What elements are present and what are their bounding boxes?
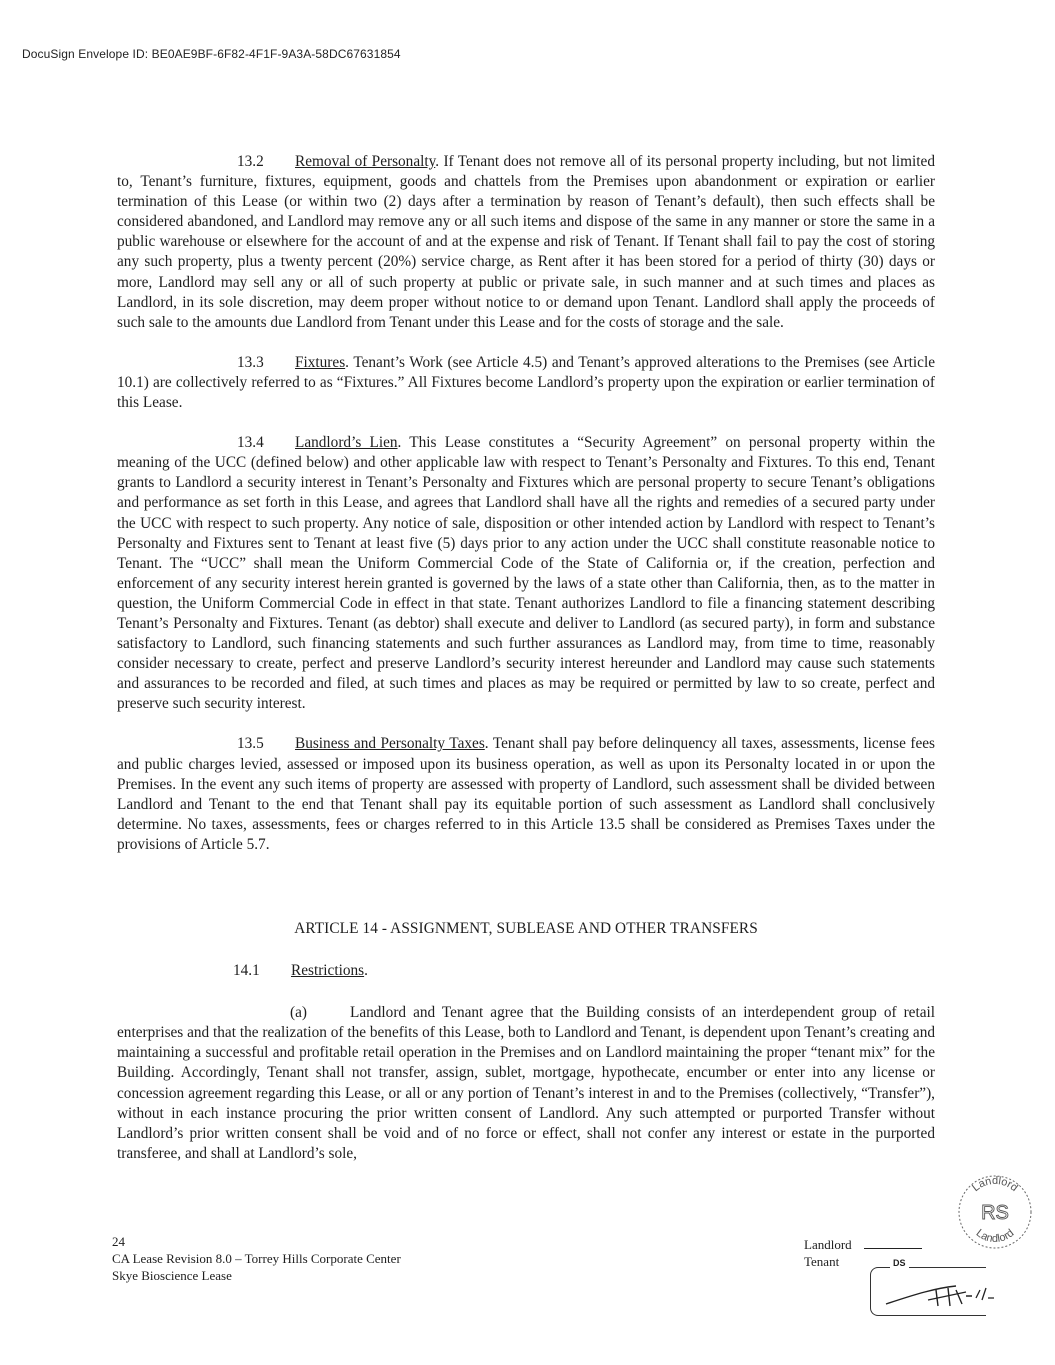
section-title: Restrictions bbox=[291, 962, 365, 980]
section-13-2 bbox=[117, 152, 935, 333]
section-body: . If Tenant does not remove all of its personal property including, but not limited to, Tenant’s furniture, fixtures, equipment, goods and chattels from the Premises upon abandonment or expiration or earlier termination of this Lease (or within two (2) days after a termination by reason of Tenant’s default), then such effects shall be considered abandoned, and Landlord may remove any or all such items and dispose of the same in any manner or store the same in a public warehouse or elsewhere for the account of and at the expense and risk of Tenant. If Tenant shall fail to pay the cost of storing any such property, plus a twenty percent (20%) service charge, as Rent after it has been stored for a period of thirty (30) days or more, Landlord may sell any or all of such property at public or private sale, in such manner and at such times and places as Landlord, in its sole discretion, may deem proper without notice to or demand upon Tenant. Landlord shall apply the proceeds of such sale to the amounts due Landlord from Tenant under this Lease and for the costs of storage and the sale. bbox=[117, 153, 935, 331]
tenant-label: Tenant bbox=[804, 1254, 840, 1269]
section-body: . Tenant’s Work (see Article 4.5) and Tenant’s approved alterations to the Premises (see Article 10.1) are collectively referred to as “Fixtures.” All Fixtures become Landlord’s property upon the expiration or earlier termination of this Lease. bbox=[117, 353, 935, 412]
stamp-top-text: Landlord bbox=[969, 1175, 1021, 1195]
section-title: Fixtures bbox=[295, 353, 346, 371]
section-number: 13.4 bbox=[237, 434, 264, 452]
section-number: 13.3 bbox=[237, 353, 264, 371]
section-13-4 bbox=[117, 433, 935, 714]
section-13-3 bbox=[117, 353, 935, 413]
lease-revision: CA Lease Revision 8.0 – Torrey Hills Corporate Center bbox=[112, 1251, 401, 1266]
section-title: Landlord’s Lien bbox=[295, 434, 398, 452]
landlord-label: Landlord bbox=[804, 1237, 852, 1252]
landlord-initial-line bbox=[864, 1236, 922, 1249]
article-14-heading: ARTICLE 14 - ASSIGNMENT, SUBLEASE AND OTHER TRANSFERS bbox=[294, 920, 758, 937]
landlord-initials-stamp bbox=[955, 1172, 1035, 1252]
section-number: 13.5 bbox=[237, 735, 264, 753]
docusign-ds-label: DS bbox=[890, 1258, 909, 1268]
paragraph-body: Landlord and Tenant agree that the Building consists of an interdependent group of retail enterprises and that the realization of the benefits of this Lease, both to Landlord and Tenant, is dependent upon Tenant’s creating and maintaining a successful and profitable retail operation in the Premises and on Landlord maintaining the proper “tenant mix” for the Building. Accordingly, Tenant shall not transfer, assign, sublet, mortgage, hypothecate, encumber or enter into any license or concession agreement regarding this Lease, or all or any portion of Tenant’s interest in and to the Premises (collectively, “Transfer”), without in each instance procuring the prior written consent of Landlord. Any such attempted or purported Transfer without Landlord’s prior written consent shall be void and of no force or effect, shall not confer any interest or estate in the purported transferee, and shall at Landlord’s sole, bbox=[117, 1004, 935, 1162]
paragraph-letter: (a) bbox=[290, 1004, 307, 1022]
page-number: 24 bbox=[112, 1234, 125, 1249]
docusign-envelope-id: DocuSign Envelope ID: BE0AE9BF-6F82-4F1F-9A3A-58DC67631854 bbox=[22, 47, 401, 61]
stamp-initials: RS bbox=[981, 1202, 1009, 1224]
section-14-1-heading bbox=[117, 961, 935, 981]
lease-page-body bbox=[117, 152, 935, 1184]
page-footer bbox=[112, 1233, 401, 1284]
section-number: 14.1 bbox=[233, 962, 260, 980]
stamp-bottom-text: Landlord bbox=[973, 1227, 1017, 1245]
section-title: Removal of Personalty bbox=[295, 153, 436, 170]
section-body: . Tenant shall pay before delinquency all taxes, assessments, license fees and public charges levied, assessed or imposed upon its business operation, as well as upon its Personalty located in or upon the Premises. In the event any such items of property are assessed with property of Landlord, such assessment shall be divided between Landlord and Tenant to the end that Tenant shall pay its equitable portion of such assessment as Landlord shall conclusively determine. No taxes, assessments, fees or charges referred to in this Article 13.5 shall be considered as Premises Taxes under the provisions of Article 5.7. bbox=[117, 735, 936, 853]
section-13-5 bbox=[117, 734, 935, 855]
section-number: 13.2 bbox=[237, 153, 264, 170]
section-body: . This Lease constitutes a “Security Agreement” on personal property within the meaning of the UCC (defined below) and other applicable law with respect to Tenant’s Personalty and Fixtures. To this end, Tenant grants to Landlord a security interest in Tenant’s Personalty and Fixtures which are personal property to secure Tenant’s obligations and performance as set forth in this Lease, and agrees that Landlord shall have all the rights and remedies of a secured party under the UCC with respect to such property. Any notice of sale, disposition or other intended action by Landlord with respect to Tenant’s Personalty and Fixtures sent to Tenant at least five (5) days prior to any action under the UCC shall constitute reasonable notice to Tenant. The “UCC” shall mean the Uniform Commercial Code of the State of California or, if the creation, perfection and enforcement of any security interest herein granted is governed by the laws of a state other than California, then, as to the matter in question, the Uniform Commercial Code in effect in that state. Tenant authorizes Landlord to file a financing statement describing Tenant’s Personalty and Fixtures. Tenant (as debtor) shall execute and deliver to Landlord (as secured party), in form and substance satisfactory to Landlord, such financing statements and such further assurances as Landlord may, from time to time, reasonably consider necessary to create, perfect and preserve Landlord’s security interest hereunder and Landlord may cause such statements and assurances to be recorded and filed, at such times and places as may be required or permitted by law to so create, perfect and preserve such security interest. bbox=[117, 434, 935, 713]
lease-name: Skye Bioscience Lease bbox=[112, 1268, 232, 1283]
section-14-1-a bbox=[117, 1003, 935, 1164]
section-title: Business and Personalty Taxes bbox=[295, 735, 485, 753]
section-title-period: . bbox=[364, 962, 368, 980]
tenant-initials-signature bbox=[876, 1276, 1026, 1316]
